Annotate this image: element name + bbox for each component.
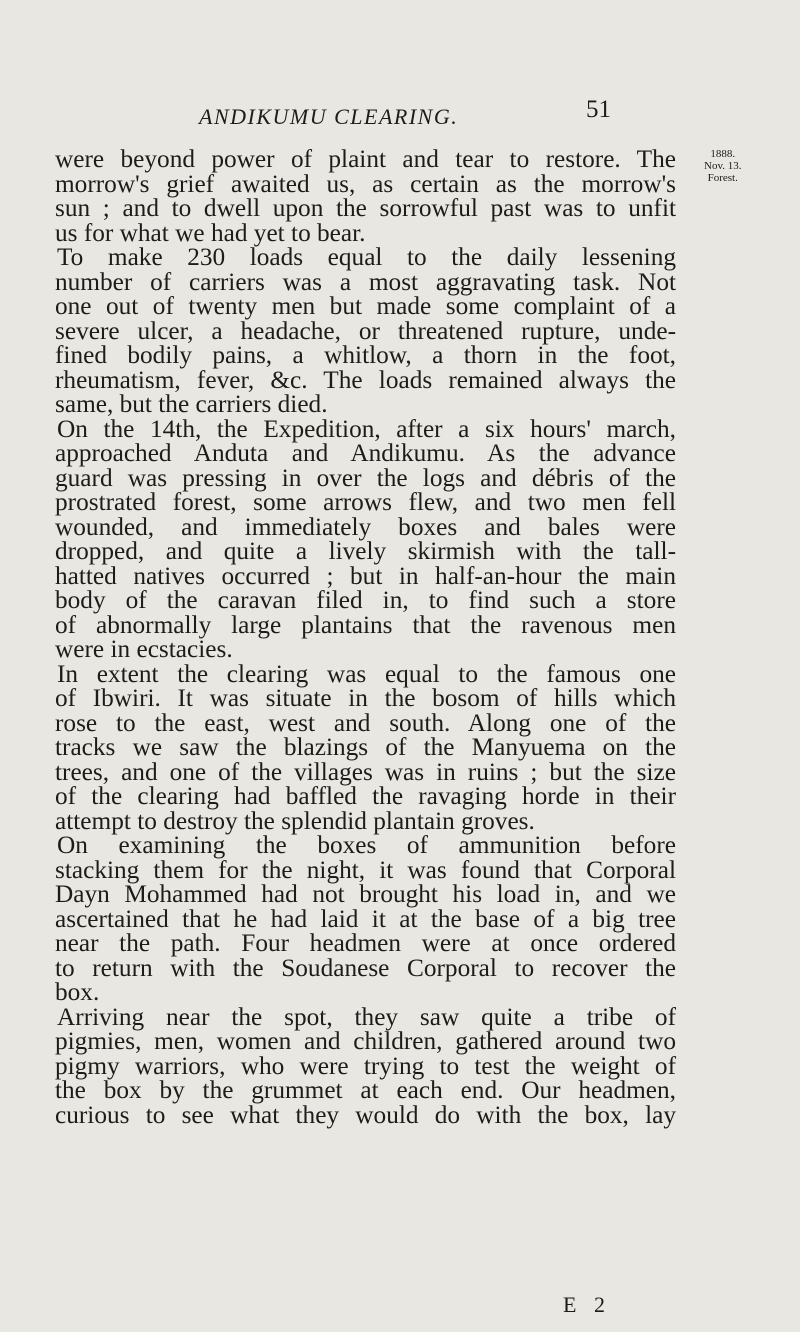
marginal-note-place: Forest. xyxy=(707,172,738,184)
text-line: dropped, and quite a lively skirmish with the tall- xyxy=(55,537,676,565)
text-line: morrow's grief awaited us, as certain as the morrow's xyxy=(55,169,676,198)
text-line: the box by the grummet at each end. Our headmen, xyxy=(55,1076,676,1104)
marginal-note-date: Nov. 13. xyxy=(704,160,742,172)
text-line: hatted natives occurred ; but in half-an-hour the main xyxy=(55,561,676,590)
text-line: pigmy warriors, who were trying to test the weight of xyxy=(55,1051,676,1080)
text-line: to return with the Soudanese Corporal to recover the xyxy=(55,953,676,982)
text-line: number of carriers was a most aggravating task. Not xyxy=(55,267,676,296)
text-line: box. xyxy=(55,978,100,1006)
text-line: severe ulcer, a headache, or threatened rupture, unde- xyxy=(55,316,676,345)
text-line: rheumatism, fever, &c. The loads remained always the xyxy=(55,365,676,394)
text-line: sun ; and to dwell upon the sorrowful past was to unfit xyxy=(55,194,676,222)
page-number: 51 xyxy=(586,96,611,123)
text-line: were beyond power of plaint and tear to restore. The xyxy=(55,145,676,173)
body-text xyxy=(55,147,676,1127)
signature-mark: E 2 xyxy=(563,1292,611,1317)
text-line: In extent the clearing was equal to the famous one xyxy=(57,659,676,688)
text-line: were in ecstacies. xyxy=(55,635,233,663)
text-line: of Ibwiri. It was situate in the bosom of hills which xyxy=(55,684,676,712)
marginal-note-year: 1888. xyxy=(710,148,736,160)
text-line: To make 230 loads equal to the daily lessening xyxy=(57,243,676,271)
text-line: curious to see what they would do with the box, lay xyxy=(55,1100,676,1129)
text-line: Dayn Mohammed had not brought his load in, and we xyxy=(55,880,676,908)
text-line: tracks we saw the blazings of the Manyuema on the xyxy=(55,733,676,761)
text-line: body of the caravan filed in, to find such a store xyxy=(55,586,676,614)
text-line: wounded, and immediately boxes and bales were xyxy=(55,512,676,541)
text-line: one out of twenty men but made some complaint of a xyxy=(55,292,676,320)
marginal-note xyxy=(704,148,741,184)
text-line: near the path. Four headmen were at once ordered xyxy=(55,929,676,957)
text-line: On the 14th, the Expedition, after a six hours' march, xyxy=(57,414,676,443)
text-line: of abnormally large plantains that the ravenous men xyxy=(55,610,676,639)
text-line: same, but the carriers died. xyxy=(55,390,328,418)
text-line: fined bodily pains, a whitlow, a thorn in the foot, xyxy=(55,341,676,369)
text-line: of the clearing had baffled the ravaging horde in their xyxy=(55,782,676,810)
text-line: prostrated forest, some arrows flew, and two men fell xyxy=(55,488,676,516)
text-line: us for what we had yet to bear. xyxy=(55,218,366,247)
text-line: Arriving near the spot, they saw quite a tribe of xyxy=(57,1002,676,1031)
text-line: On examining the boxes of ammunition before xyxy=(57,831,676,859)
text-line: rose to the east, west and south. Along one of the xyxy=(55,708,676,737)
running-title: ANDIKUMU CLEARING. xyxy=(199,104,459,129)
text-line: ascertained that he had laid it at the base of a big tree xyxy=(55,904,676,933)
text-line: guard was pressing in over the logs and débris of the xyxy=(55,463,676,492)
text-line: stacking them for the night, it was found that Corporal xyxy=(55,855,676,884)
text-line: approached Anduta and Andikumu. As the advance xyxy=(55,439,676,467)
text-line: attempt to destroy the splendid plantain groves. xyxy=(55,806,535,835)
text-line: trees, and one of the villages was in ruins ; but the size xyxy=(55,757,676,786)
text-line: pigmies, men, women and children, gathered around two xyxy=(55,1027,676,1055)
